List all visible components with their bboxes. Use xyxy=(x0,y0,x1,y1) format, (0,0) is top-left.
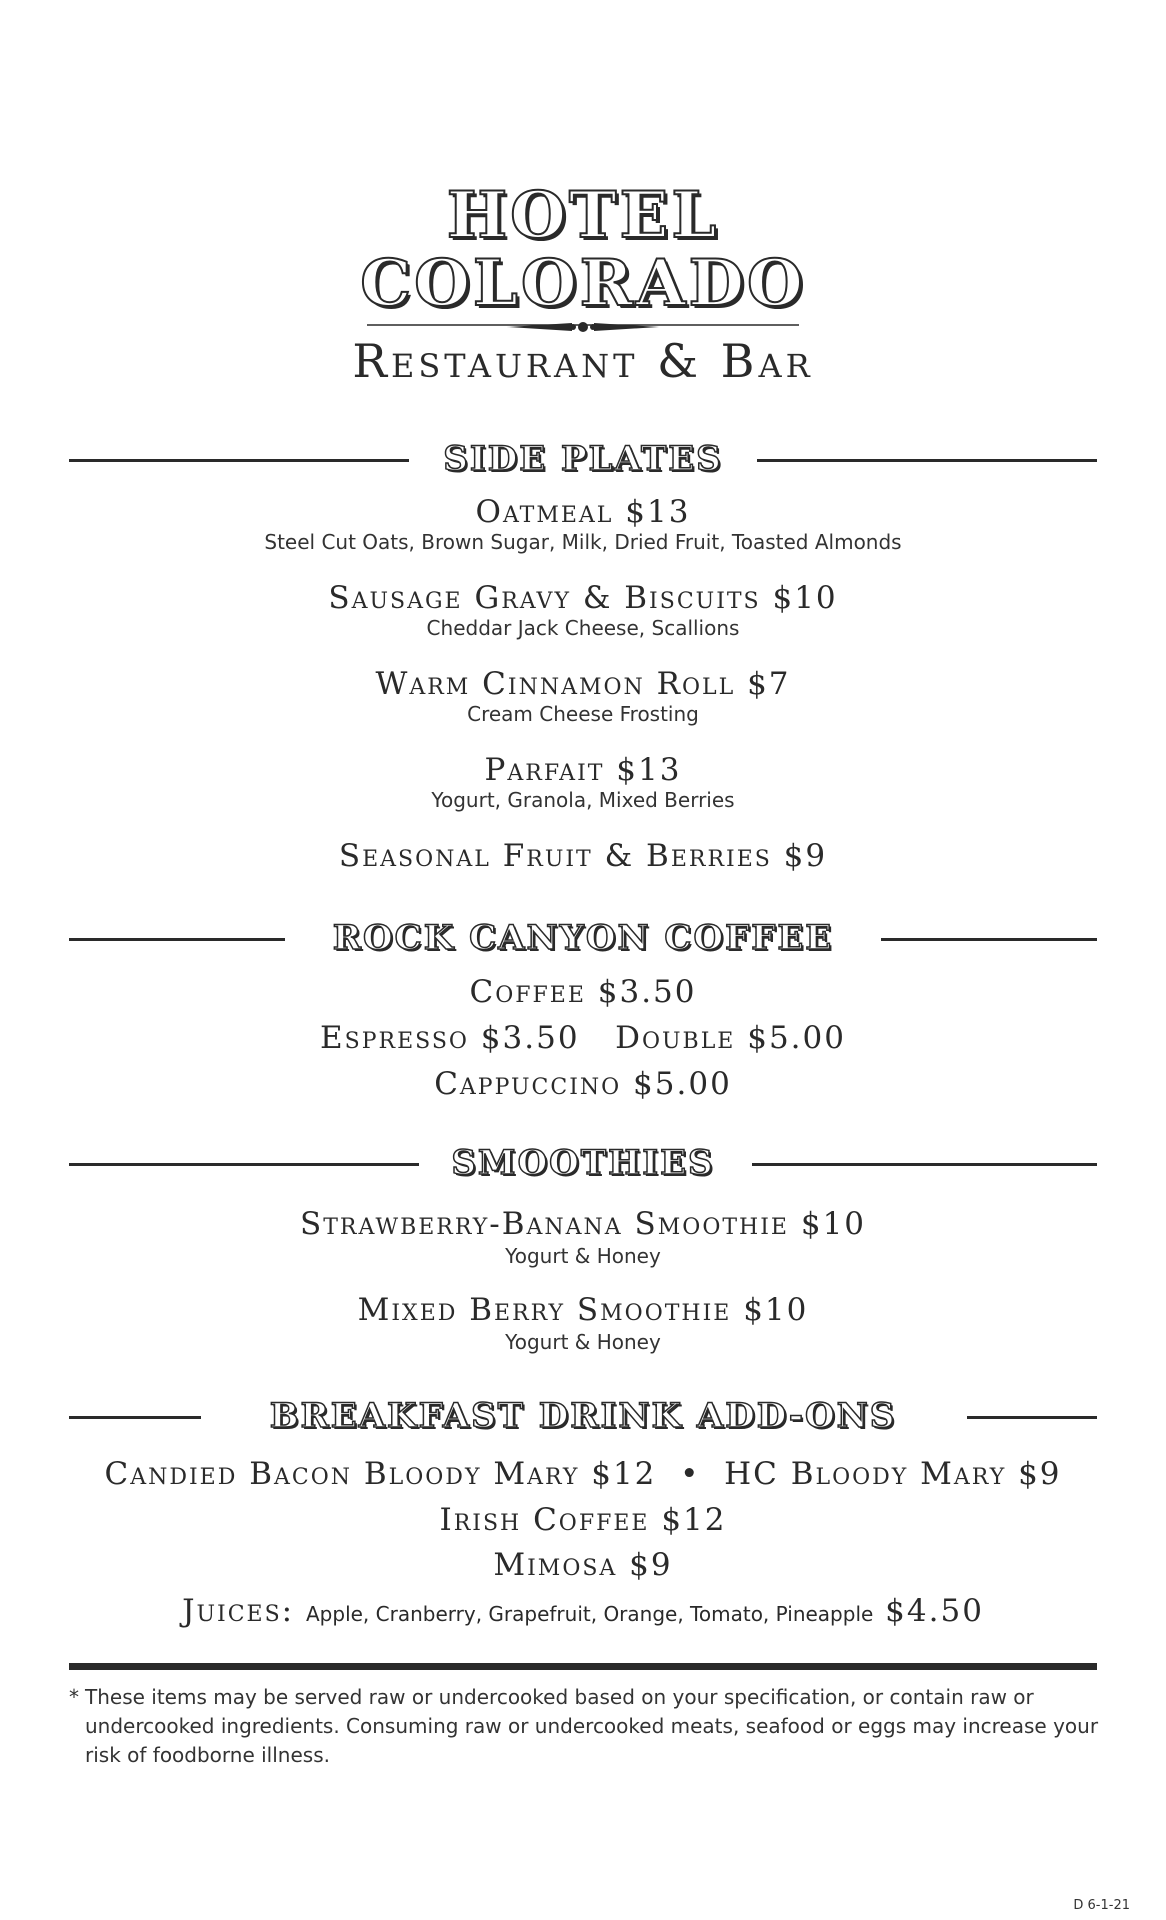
footer-divider xyxy=(69,1663,1097,1670)
menu-item-name: Mixed Berry Smoothie $10 xyxy=(357,1292,809,1328)
juices-price: $4.50 xyxy=(885,1593,984,1629)
menu-item-name: Espresso $3.50 Double $5.00 xyxy=(320,1020,846,1056)
section-header-coffee xyxy=(69,918,1097,958)
menu-item-desc: Cream Cheese Frosting xyxy=(467,702,699,726)
menu-item-name: Irish Coffee $12 xyxy=(439,1502,727,1538)
section-header-smoothies xyxy=(69,1143,1097,1183)
menu-item-desc: Yogurt & Honey xyxy=(505,1330,661,1354)
section-header-drink-add-ons xyxy=(69,1396,1097,1436)
logo-line-colorado: COLORADO xyxy=(360,246,806,321)
logo-subtitle: Restaurant & Bar xyxy=(352,334,814,388)
section-title: BREAKFAST DRINK ADD-ONS xyxy=(269,1396,897,1436)
menu-item-name: Mimosa $9 xyxy=(493,1547,673,1583)
menu-item-desc: Yogurt & Honey xyxy=(505,1244,661,1268)
section-title: ROCK CANYON COFFEE xyxy=(332,918,834,958)
section-header-side-plates xyxy=(69,439,1097,479)
juices-line xyxy=(0,1593,1166,1632)
allergen-footnote xyxy=(69,1683,1109,1770)
menu-item-desc: Cheddar Jack Cheese, Scallions xyxy=(426,616,740,640)
menu-item-name: Strawberry-Banana Smoothie $10 xyxy=(299,1206,867,1242)
menu-item-name: Sausage Gravy & Biscuits $10 xyxy=(328,580,838,616)
menu-item-name: Seasonal Fruit & Berries $9 xyxy=(338,838,828,874)
section-title: SIDE PLATES xyxy=(443,439,723,479)
menu-item-name: Parfait $13 xyxy=(484,752,682,788)
menu-item-name: Candied Bacon Bloody Mary $12 • HC Bloody Mary $9 xyxy=(104,1456,1062,1492)
juices-list: Apple, Cranberry, Grapefruit, Orange, Tomato, Pineapple xyxy=(306,1602,874,1626)
footnote-text: These items may be served raw or undercooked based on your specification, or contain raw or undercooked ingredients. Consuming raw or undercooked meats, seafood or eggs may increase your risk of foodborne illness. xyxy=(85,1685,1099,1767)
menu-item-name: Coffee $3.50 xyxy=(469,974,697,1010)
section-title: SMOOTHIES xyxy=(451,1143,715,1183)
juices-label: Juices: xyxy=(182,1593,295,1629)
menu-item-name: Oatmeal $13 xyxy=(475,494,691,530)
menu-item-name: Cappuccino $5.00 xyxy=(434,1066,732,1102)
version-code: D 6-1-21 xyxy=(1073,1898,1130,1913)
footnote-asterisk: * xyxy=(69,1685,79,1709)
logo-line-hotel: HOTEL xyxy=(446,178,720,253)
menu-item-desc: Yogurt, Granola, Mixed Berries xyxy=(431,788,735,812)
menu-item-name: Warm Cinnamon Roll $7 xyxy=(375,666,791,702)
menu-item-desc: Steel Cut Oats, Brown Sugar, Milk, Dried Fruit, Toasted Almonds xyxy=(264,530,902,554)
